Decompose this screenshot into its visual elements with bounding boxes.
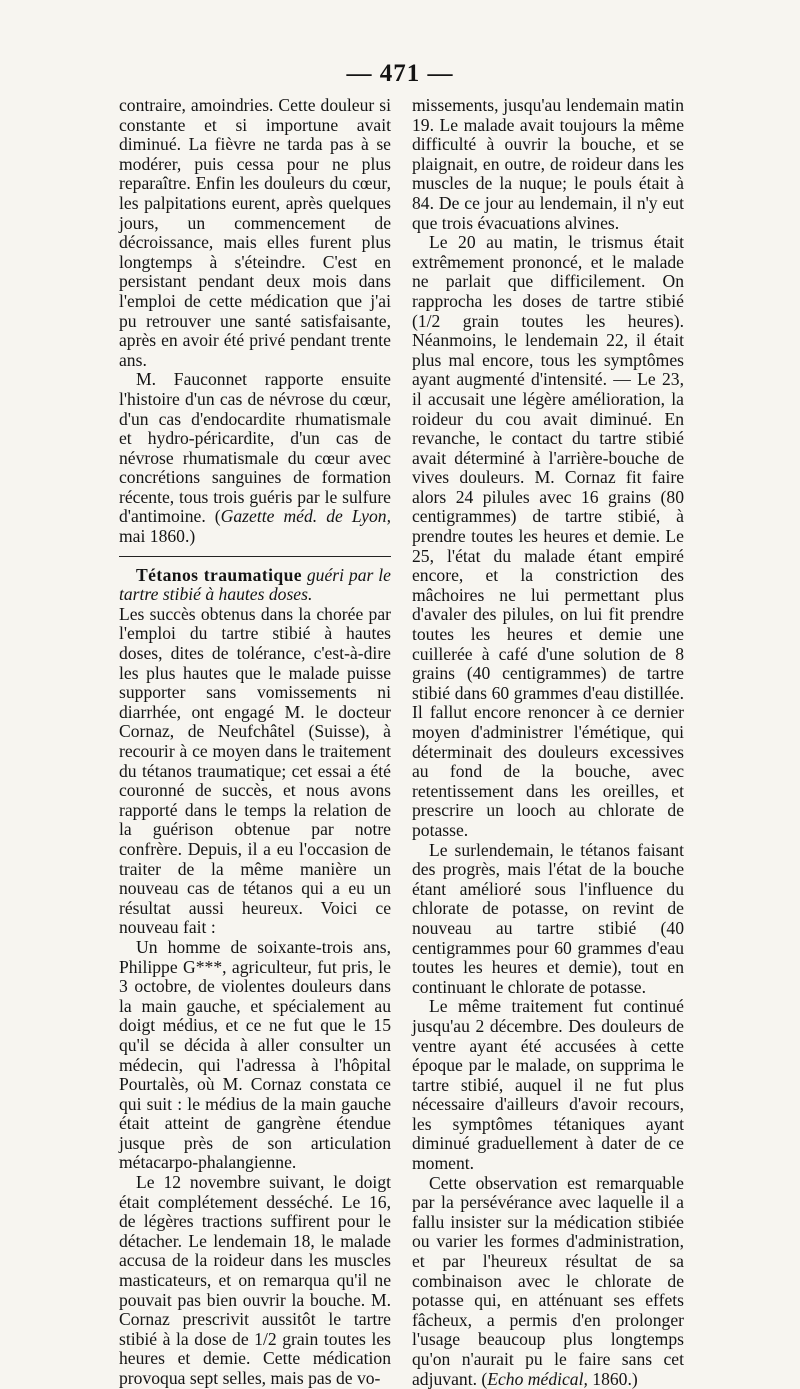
page-number: — 471 — <box>346 60 454 87</box>
paragraph: Le 12 novembre suivant, le doigt était complétement desséché. Le 16, de légères tractions suffirent pour le détacher. Le lendemain 18, le malade accusa de la roideur dans les muscles masticateurs, et on remarqua qu'il ne pouvait pas bien ouvrir la bouche. M. Cornaz prescrivit aussitôt le tartre stibié à la dose de 1/2 grain toutes les heures et demie. Cette médication provoqua sept selles, mais pas de vo- <box>119 1172 391 1388</box>
section-title: Tétanos traumatique <box>136 564 302 585</box>
paragraph-text: Cette observation est remarquable par la persévérance avec laquelle il a fallu insister sur la médication stibiée ou varier les formes d'administration, et par l'heureux résultat de sa combinaison avec le chlorate de potasse qui, en atténuant ses effets fâcheux, a permis d'en prolonger l'usage beaucoup plus longtemps qu'on n'aurait pu le faire sans cet adjuvant. ( <box>412 1172 684 1389</box>
paragraph <box>119 370 391 546</box>
citation-date: 1860.) <box>587 1368 638 1389</box>
paragraph-text: M. Fauconnet rapporte ensuite l'histoire d'un cas de névrose du cœur, d'un cas d'endocardite rhumatismale et hydro-péricardite, d'un cas de névrose rhumatismale du cœur avec concrétions sanguines de formation récente, tous trois guéris par le sulfure d'antimoine. ( <box>119 369 391 527</box>
section-divider <box>119 556 391 557</box>
source-citation: Echo médical, <box>487 1368 588 1389</box>
right-column <box>412 96 684 1389</box>
paragraph: Le même traitement fut continué jusqu'au 2 décembre. Des douleurs de ventre ayant été accusées à cette époque par le malade, on supprima le tartre stibié, auquel il ne fut plus nécessaire d'ailleurs d'avoir recours, les symptômes tétaniques ayant diminué graduellement à dater de ce moment. <box>412 996 684 1174</box>
paragraph: missements, jusqu'au lendemain matin 19. Le malade avait toujours la même difficulté à ouvrir la bouche, et se plaignait, en outre, de roideur dans les muscles de la nuque; le pouls était à 84. De ce jour au lendemain, il n'y eut que trois évacuations alvines. <box>412 95 684 233</box>
section-heading <box>119 566 391 605</box>
left-column <box>119 96 391 1389</box>
paragraph: contraire, amoindries. Cette douleur si constante et si importune avait diminué. La fièvre ne tarda pas à se modérer, puis cessa pour ne plus reparaître. Enfin les douleurs du cœur, les palpitations eurent, après quelques jours, un commencement de décroissance, mais elles furent plus longtemps à s'éteindre. C'est en persistant pendant deux mois dans l'emploi de cette médication que j'ai pu retrouver une santé satisfaisante, après en avoir été privé pendant trente ans. <box>119 95 391 370</box>
paragraph: Un homme de soixante-trois ans, Philippe G***, agriculteur, fut pris, le 3 octobre, de violentes douleurs dans la main gauche, et spécialement au doigt médius, et ce ne fut que le 15 qu'il se décida à aller consulter un médecin, qui l'adressa à l'hôpital Pourtalès, où M. Cornaz constata ce qui suit : le médius de la main gauche était atteint de gangrène étendue jusque près de son articulation métacarpo-phalangienne. <box>119 936 391 1173</box>
source-citation: Gazette méd. de Lyon, <box>220 506 391 527</box>
paragraph <box>412 1174 684 1389</box>
section-subtitle: guéri par le tartre stibié à hautes doses. <box>119 564 391 605</box>
paragraph: Les succès obtenus dans la chorée par l'emploi du tartre stibié à hautes doses, dites de tolérance, c'est-à-dire les plus hautes que le malade puisse supporter sans vomissements ni diarrhée, ont engagé M. le docteur Cornaz, de Neufchâtel (Suisse), à recourir à ce moyen dans le traitement du tétanos traumatique; cet essai a été couronné de succès, et nous avons rapporté dans le temps la relation de la guérison obtenue par notre confrère. Depuis, il a eu l'occasion de traiter de la même manière un nouveau cas de tétanos qui a eu un résultat aussi heureux. Voici ce nouveau fait : <box>119 603 391 938</box>
citation-date: mai 1860.) <box>119 526 196 547</box>
paragraph: Le 20 au matin, le trismus était extrêmement prononcé, et le malade ne parlait que difficilement. On rapprocha les doses de tartre stibié (1/2 grain toutes les heures). Néanmoins, le lendemain 22, il était plus mal encore, tous les symptômes ayant augmenté d'intensité. — Le 23, il accusait une légère amélioration, la roideur du cou avait diminué. En revanche, le contact du tartre stibié avait déterminé à l'arrière-bouche de vives douleurs. M. Cornaz fit faire alors 24 pilules avec 16 grains (80 centigrammes) de tartre stibié, à prendre toutes les heures et demie. Le 25, l'état du malade étant empiré encore, et la constriction des mâchoires ne lui permettant plus d'avaler des pilules, on lui fit prendre toutes les heures et demie une cuillerée à café d'une solution de 8 grains (40 centigrammes) de tartre stibié dans 60 grammes d'eau distillée. Il fallut encore renoncer à ce dernier moyen d'administrer l'émétique, qui déterminait des douleurs excessives au fond de la bouche, avec retentissement dans les oreilles, et prescrire un looch au chlorate de potasse. <box>412 232 684 840</box>
paragraph: Le surlendemain, le tétanos faisant des progrès, mais l'état de la bouche étant amélioré sous l'influence du chlorate de potasse, on revint de nouveau au tartre stibié (40 centigrammes pour 60 grammes d'eau toutes les heures et demie), tout en continuant le chlorate de potasse. <box>412 839 684 997</box>
